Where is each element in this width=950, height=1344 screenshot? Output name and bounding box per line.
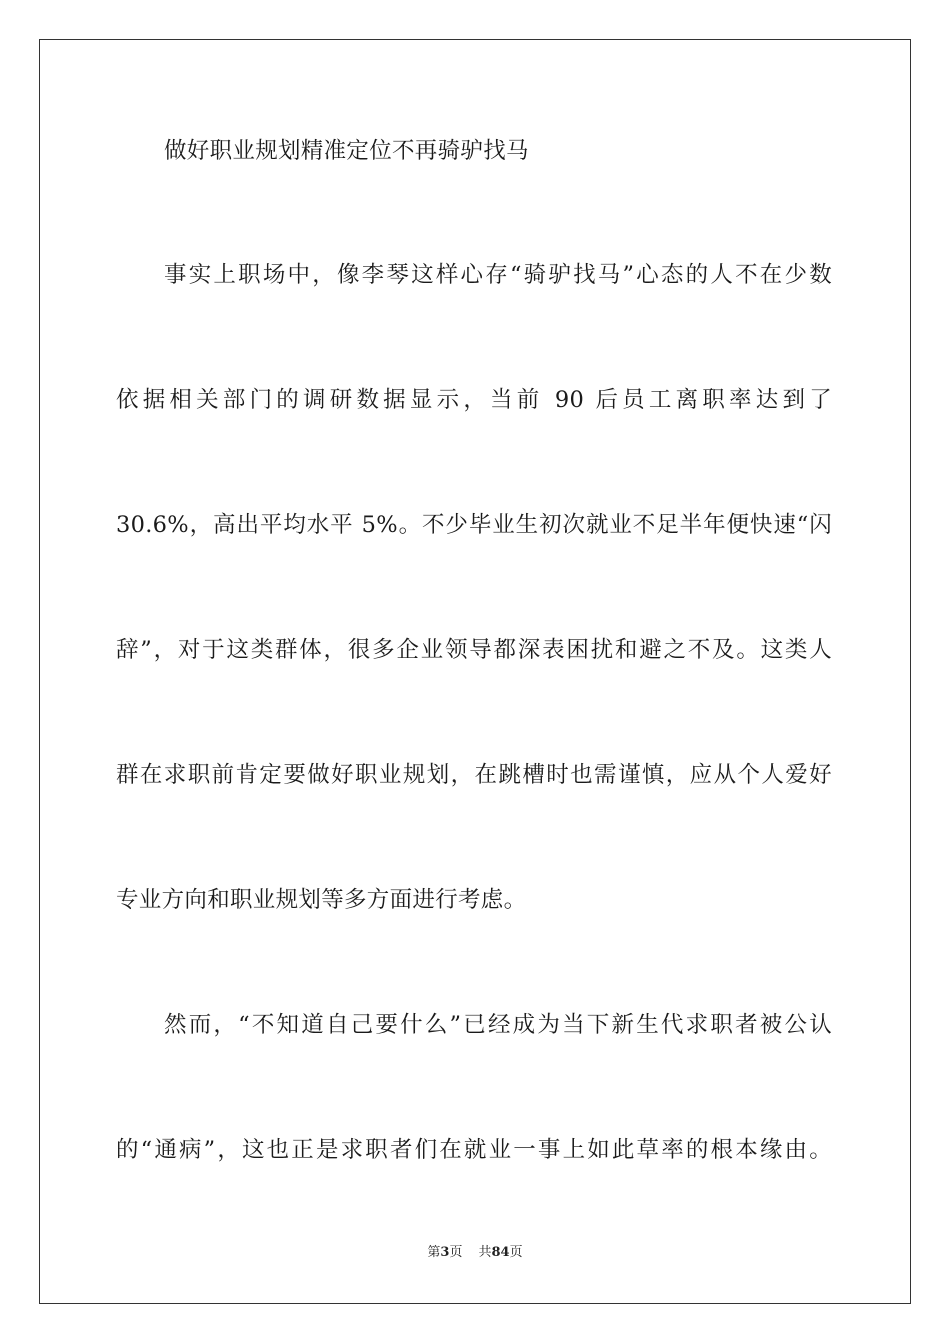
page-suffix: 页: [449, 1245, 463, 1260]
paragraph-line: 事实上职场中，像李琴这样心存“骑驴找马”心态的人不在少数: [164, 262, 832, 288]
paragraph-line: 辞”，对于这类群体，很多企业领导都深表困扰和避之不及。这类人: [116, 637, 832, 663]
section-heading: 做好职业规划精准定位不再骑驴找马: [164, 138, 529, 164]
total-pages: 84: [491, 1245, 510, 1260]
paragraph-line: 30.6%，高出平均水平 5%。不少毕业生初次就业不足半年便快速“闪: [116, 512, 832, 538]
page-frame: [39, 39, 911, 1304]
page-number: 3: [440, 1245, 450, 1260]
page-footer: [0, 1244, 950, 1262]
total-suffix: 页: [509, 1245, 523, 1260]
paragraph-line: 群在求职前肯定要做好职业规划，在跳槽时也需谨慎，应从个人爱好: [116, 762, 832, 788]
paragraph-line: 依据相关部门的调研数据显示，当前 90 后员工离职率达到了: [116, 387, 832, 413]
page-prefix: 第: [427, 1245, 441, 1260]
paragraph-line: 的“通病”，这也正是求职者们在就业一事上如此草率的根本缘由。: [116, 1137, 832, 1163]
paragraph-line: 专业方向和职业规划等多方面进行考虑。: [116, 887, 527, 913]
total-prefix: 共: [478, 1245, 492, 1260]
paragraph-line: 然而，“不知道自己要什么”已经成为当下新生代求职者被公认: [164, 1012, 832, 1038]
